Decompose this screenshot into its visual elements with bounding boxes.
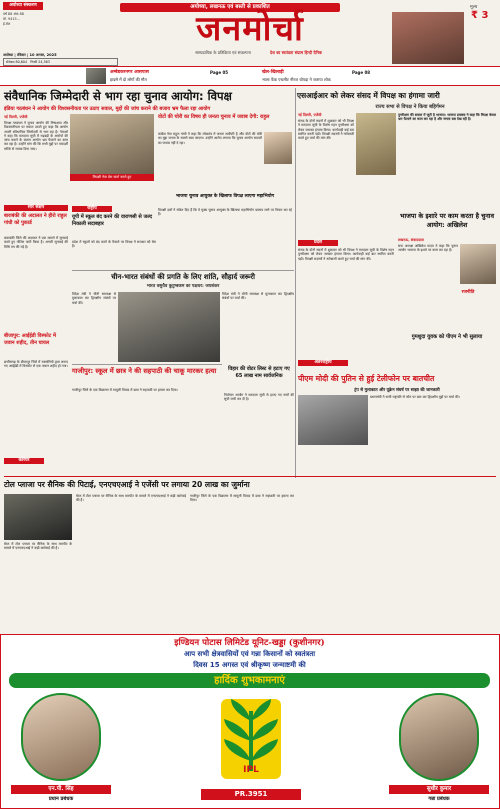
world-tag: अंतरराष्ट्रीय [298,360,348,366]
nav-right-label[interactable]: खेल-खिलाड़ी [262,70,284,75]
story-missing-headline: गुमशुदा युवक को पीएम ने भी सुलाया [411,334,483,340]
tagline-right: देश का स्वतंत्रता संग्राम हिन्दी दैनिक [270,50,322,55]
nav-left-page[interactable]: Page 05 [210,70,229,75]
nav-left-photo [86,68,106,84]
lead-photo [70,114,154,174]
rule-h-toll [4,476,496,477]
story-toll-body-2: मेरठ में टोल प्लाजा पर सैनिक के साथ मारपीट के मामले में एनएचएआई ने कड़ी कार्रवाई की है। [76,494,186,503]
lead-photo-caption: विपक्षी नेता प्रेस वार्ता करते हुए [70,174,154,181]
rule-v-main [295,88,296,478]
story-bihar-headline: विहार की वोटर लिस्ट से हटाए गए 65 लाख नाम सार्वजनिक [228,366,290,379]
mid-story-body2: विपक्षी दलों ने संकेत दिए हैं कि वे मुख्य चुनाव आयुक्त के खिलाफ महाभियोग प्रस्ताव लाने पर विचार कर रहे हैं। [158,208,292,217]
story-putin-headline: पीएम मोदी की पुतिन से हुई टेलीफोन पर बातचीत [298,374,435,383]
ad-banner: हार्दिक शुभकामनाएं [9,673,490,688]
akhilesh-byline: लखनऊ, संवाददाता [398,238,424,242]
story-toll-body-3: गाजीपुर जिले के एक विद्यालय में मामूली विवाद में छात्र ने सहपाठी पर हमला कर दिया। [190,494,294,503]
mid-story-headline: वोटों की चोरी का विषय ही जनता चुनाव में जवाब देगी: राहुल [158,114,270,120]
toll-photo [4,494,72,540]
newspaper-title: जनमोर्चा [196,9,304,49]
story-putin-subhead: ट्रंप से मुलाकात और यूक्रेन संघर्ष पर साझा की जानकारी [354,387,440,392]
lead-body: विपक्ष गठबंधन ने चुनाव आयोग की निष्पक्षता और विश्वसनीयता पर सवाल उठाते हुए कहा कि आयोग अपनी संवैधानिक जिम्मेदारी से भाग रहा है। नेताओं ने कहा कि मतदाता सूची में गड़बड़ी के आरोपों की जांच कराने के बजाय आयोग भ्रम फैलाने का काम कर रहा है। उन्होंने मांग की कि सभी मुद्दों पर पारदर्शी तरीके से जवाब दिया जाए। [4,121,68,151]
ad-logo-text: IPL [243,765,259,775]
parliament-photo [356,113,396,175]
story-school-headline: यूपी में स्कूल बंद करने की वाराणसी से जल्द निकाली सदाबहार [72,214,153,227]
masthead-left-info: वर्ष 88 अंक 88 मो. 9415... ई-मेल [3,12,24,26]
nation-tag: राष्ट्रीय [72,206,112,212]
sidebar-item-1-headline: बाराबंकी की अदालत ने हीरो राहुल गांधी को पुकार्ड [4,213,67,226]
masthead [0,0,500,66]
china-photo [118,292,220,362]
lead-right-body2: पुनरीक्षण की सवाल में जुटी है भाजपा: भाजपा प्रवक्ता ने कहा कि विपक्ष केवल भ्रम फैलाने का काम कर रहा है और जनता सब देख रही है। [398,113,496,122]
market-box [3,58,118,66]
tagline-left: साम्प्रदायिक के प्रतिक्रिया एवं संकल्पना [195,50,251,55]
sidebar-item-2-body: छत्तीसगढ़ के बीजापुर जिले में नक्सलियों द्वारा लगाए गए आईईडी में विस्फोट से एक जवान शहीद हो गया। [4,360,68,369]
lead-right-subhead: राज्य सभा से विपक्ष ने किया बहिर्गमन [375,104,445,110]
ad-left-role: प्रधान प्रबंधक [48,796,74,802]
ad-logo-code: PR.3951 [201,789,301,800]
ad-right-photo [399,693,479,781]
ad-line3: दिवस 15 अगस्त एवं श्रीकृष्ण जन्माष्टमी की [193,661,306,669]
nav-left-label[interactable]: अम्बेडकरनगर आसपास [110,70,149,75]
nav-right-text[interactable]: भाला फेंक एथलीट नीरज चोपड़ा ने जताया शोक [262,77,331,82]
ad-right-role: गन्ना प्रबंधक [428,796,450,802]
mid-story-headline2: भाजपा चुनाव आयुक्त के खिलाफ विपक्ष लाएगा महाभियोग [175,194,275,199]
story-toll-body: मेरठ में टोल प्लाजा पर सैनिक के साथ मारपीट के मामले में एनएचएआई ने कड़ी कार्रवाई की है। [4,542,72,551]
lead-byline: नई दिल्ली, एजेंसी [4,115,28,119]
sensex-rate: सेंसेक्स 80,604 [6,60,28,64]
lead-right-body: संसद के दोनों सदनों में शुक्रवार को भी विपक्ष ने मतदाता सूची के विशेष गहन पुनरीक्षण को लेकर जमकर हंगामा किया। कार्यवाही कई बार स्थगित करनी पड़ी। विपक्षी सदस्यों ने नारेबाजी करते हुए चर्चा की मांग की। [298,119,354,141]
lead-right-headline: एसआईआर को लेकर संसद में विपक्ष का हंगामा जारी [297,91,440,100]
career-tag: करियर [4,458,44,464]
ad-company: इण्डियन पोटास लिमिटेड यूनिट-खड्डा (कुशीनगर) [174,638,325,648]
akhilesh-headline: भाजपा के इशारे पर काम करता है चुनाव आयोग: अखिलेश [399,212,495,229]
story-ghazipur-body: गाजीपुर जिले के एक विद्यालय में मामूली विवाद में छात्र ने सहपाठी पर हमला कर दिया। [72,388,178,392]
publish-slogan: अयोध्या, लखनऊ एवं बस्ती से प्रकाशित [120,3,340,12]
nav-right-page[interactable]: Page 08 [352,70,371,75]
putin-photo [298,395,368,445]
ad-right-name: सुधीर कुमार [389,785,489,794]
mid-story-body: कांग्रेस नेता राहुल गांधी ने कहा कि लोकतंत्र में जनता सर्वोपरि है और वोटों की चोरी का मुद्दा जनता के सामने रखा जाएगा। उन्होंने आरोप लगाया कि चुनाव आयोग सवालों का जवाब नहीं दे रहा। [158,132,262,145]
story-toll-headline: टोल प्लाजा पर सैनिक की पिटाई, एनएचएआई ने एजेंसी पर लगाया 20 लाख का जुर्माना [4,480,250,489]
nav-left-text[interactable]: हादसे में दो लोगों की मौत [110,77,147,82]
sidebar-item-1-body: बाराबंकी जिले की अदालत ने एक मामले में सुनवाई करते हुए नोटिस जारी किया है। अगली सुनवाई की तिथि तय की गई है। [4,236,68,249]
story-school-body: प्रदेश में स्कूलों को बंद करने के फैसले पर विपक्ष ने सरकार को घेरा है। [72,240,156,249]
story-china-headline: चीन-भारत संबंधों की प्रगति के लिए शांति, सौहार्द जरूरी [111,273,255,281]
price-label: मूल्य [470,5,478,10]
sidebar-item-2-headline: बीजापुर: आईईडी विस्फोट में जवान शहीद, तीन घायल [4,333,56,346]
rule-h-ghazipur [72,364,222,365]
ad-line2: आप सभी क्षेत्रवासियों एवं गन्ना किसानों को स्वतंत्रता [183,650,316,658]
price-value: ₹ 3 [471,10,489,21]
ad-logo [196,691,306,803]
lead-headline: संवैधानिक जिम्मेदारी से भाग रहा चुनाव आयोग: विपक्ष [4,89,232,103]
athlete-photo [392,12,464,64]
nav-strip [0,66,500,86]
ad-left-photo [21,693,101,781]
story-china-body-right: विदेश मंत्री ने चीनी समकक्ष से मुलाकात कर द्विपक्षीय संबंधों पर चर्चा की। [222,292,294,301]
side-story-body: संसद के दोनों सदनों में शुक्रवार को भी विपक्ष ने मतदाता सूची के विशेष गहन पुनरीक्षण को लेकर जमकर हंगामा किया। कार्यवाही कई बार स्थगित करनी पड़ी। विपक्षी सदस्यों ने नारेबाजी करते हुए चर्चा की मांग की। [298,248,394,261]
akhilesh-photo [460,244,496,284]
story-politics-label: रजनीति [461,290,475,295]
mid-story-photo [264,132,292,164]
sidebar-tag: सार संक्षेप [4,205,68,211]
ad-panel [0,634,500,809]
story-ghazipur-headline: गाजीपुर: स्कूल में छात्र ने की सहपाठी की चाकू मारकर हत्या [72,367,217,375]
story-putin-body: प्रधानमंत्री ने रूसी राष्ट्रपति से फोन पर बात कर द्विपक्षीय मुद्दों पर चर्चा की। [370,395,460,399]
date-line: अयोध्या | रविवार | 10 अगस्त, 2025 [3,53,57,57]
nifty-rate: निफ्टी 24,363 [30,60,50,64]
edition-badge: अयोध्या संस्करण [3,2,43,10]
story-china-body: विदेश मंत्री ने चीनी समकक्ष से मुलाकात कर द्विपक्षीय संबंधों पर चर्चा की। [72,292,116,305]
akhilesh-body: सपा अध्यक्ष अखिलेश यादव ने कहा कि चुनाव आयोग भाजपा के इशारे पर काम कर रहा है। [398,244,458,253]
story-china-subhead: भारत वसुधैव कुटुम्बकम का पक्षधर: जयशंकर [146,284,220,289]
state-tag: प्रदेश [298,240,338,246]
lead-subhead: इंडिया गठबंधन ने आयोग की विश्वसनीयता पर उठाए सवाल, मुद्दों की जांच कराने की बजाय भ्रम फैला रहा आयोग [4,106,211,112]
lead-right-byline: नई दिल्ली, एजेंसी [298,113,322,117]
ad-left-name: एन.पी. सिंह [11,785,111,794]
story-bihar-body: निर्वाचन आयोग ने मतदाता सूची से हटाए गए नामों की सूची जारी कर दी है। [224,393,294,402]
